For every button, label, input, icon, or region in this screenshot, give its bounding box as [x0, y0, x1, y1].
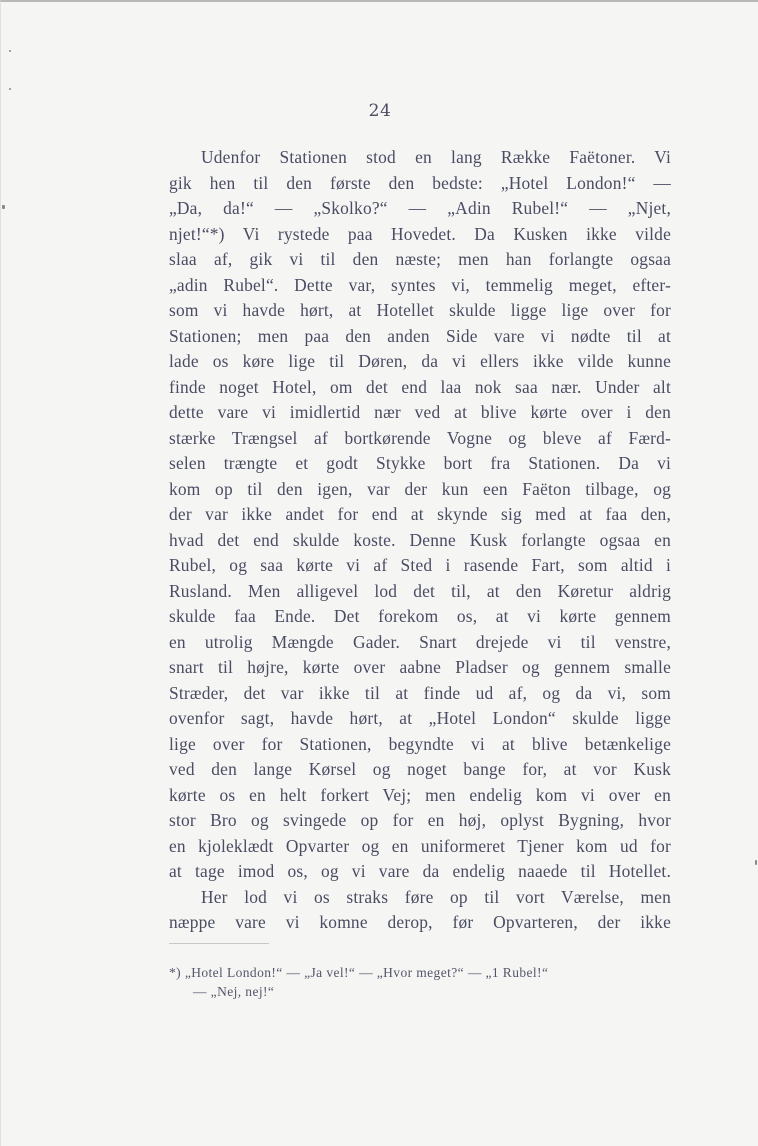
- text-line: snart til højre, kørte over aabne Pladser og gennem smalle: [169, 657, 671, 677]
- text-line: en utrolig Mængde Gader. Snart drejede vi til venstre,: [169, 631, 671, 652]
- text-line: stor Bro og svingede op for en høj, oplyst Bygning, hvor: [169, 810, 671, 830]
- text-line: der var ikke andet for end at skynde sig med at faa den,: [169, 504, 671, 524]
- text-line: ved den lange Kørsel og noget bange for, at vor Kusk: [169, 759, 671, 779]
- footnote: [169, 963, 671, 1001]
- scan-speck: [9, 88, 11, 90]
- text-line: kørte os en helt forkert Vej; men endelig kom vi over en: [169, 784, 671, 805]
- text-line: „adin Rubel“. Dette var, syntes vi, temmelig meget, efter-: [169, 274, 671, 295]
- text-line: næppe vare vi komne derop, før Opvarteren, der ikke: [169, 912, 671, 932]
- text-line: stærke Trængsel af bortkørende Vogne og bleve af Færd-: [169, 427, 671, 448]
- text-line: Rubel, og saa kørte vi af Sted i rasende Fart, som altid i: [169, 555, 671, 575]
- text-line: slaa af, gik vi til den næste; men han forlangte ogsaa: [169, 249, 671, 269]
- body-text: [169, 145, 671, 936]
- scan-speck: [9, 50, 11, 52]
- text-line: som vi havde hørt, at Hotellet skulde ligge lige over for: [169, 300, 671, 320]
- text-line: skulde faa Ende. Det forekom os, at vi kørte gennem: [169, 606, 671, 626]
- scan-speck: [755, 860, 757, 865]
- text-line: lade os køre lige til Døren, da vi ellers ikke vilde kunne: [169, 351, 671, 371]
- text-line: dette vare vi imidlertid nær ved at blive kørte over i den: [169, 402, 671, 422]
- text-line: lige over for Stationen, begyndte vi at blive betænkelige: [169, 733, 671, 754]
- footnote-divider: [169, 943, 269, 944]
- text-line: selen trængte et godt Stykke bort fra Stationen. Da vi: [169, 453, 671, 473]
- text-line: njet!“*) Vi rystede paa Hovedet. Da Kusken ikke vilde: [169, 223, 671, 244]
- text-line: Her lod vi os straks føre op til vort Værelse, men: [201, 886, 671, 907]
- text-line: Stationen; men paa den anden Side vare vi nødte til at: [169, 325, 671, 346]
- text-line: at tage imod os, og vi vare da endelig naaede til Hotellet.: [169, 861, 671, 881]
- footnote-line: — „Nej, nej!“: [193, 984, 275, 999]
- text-line: „Da, da!“ — „Skolko?“ — „Adin Rubel!“ — „Njet,: [169, 198, 671, 218]
- text-line: Stræder, det var ikke til at finde ud af, og da vi, som: [169, 682, 671, 703]
- text-line: finde noget Hotel, om det end laa nok saa nær. Under alt: [169, 376, 671, 397]
- text-line: ovenfor sagt, havde hørt, at „Hotel London“ skulde ligge: [169, 708, 671, 728]
- text-line: hvad det end skulde koste. Denne Kusk forlangte ogsaa en: [169, 529, 671, 550]
- text-line: en kjoleklædt Opvarter og en uniformeret Tjener kom ud for: [169, 835, 671, 856]
- text-line: kom op til den igen, var der kun een Faëton tilbage, og: [169, 478, 671, 499]
- footnote-line: *) „Hotel London!“ — „Ja vel!“ — „Hvor meget?“ — „1 Rubel!“: [169, 965, 549, 980]
- text-line: Udenfor Stationen stod en lang Række Faëtoner. Vi: [201, 147, 671, 167]
- text-line: Rusland. Men alligevel lod det til, at den Køretur aldrig: [169, 580, 671, 601]
- text-line: gik hen til den første den bedste: „Hotel London!“ —: [169, 172, 671, 193]
- page-number: 24: [368, 101, 392, 121]
- scan-speck: [2, 205, 5, 209]
